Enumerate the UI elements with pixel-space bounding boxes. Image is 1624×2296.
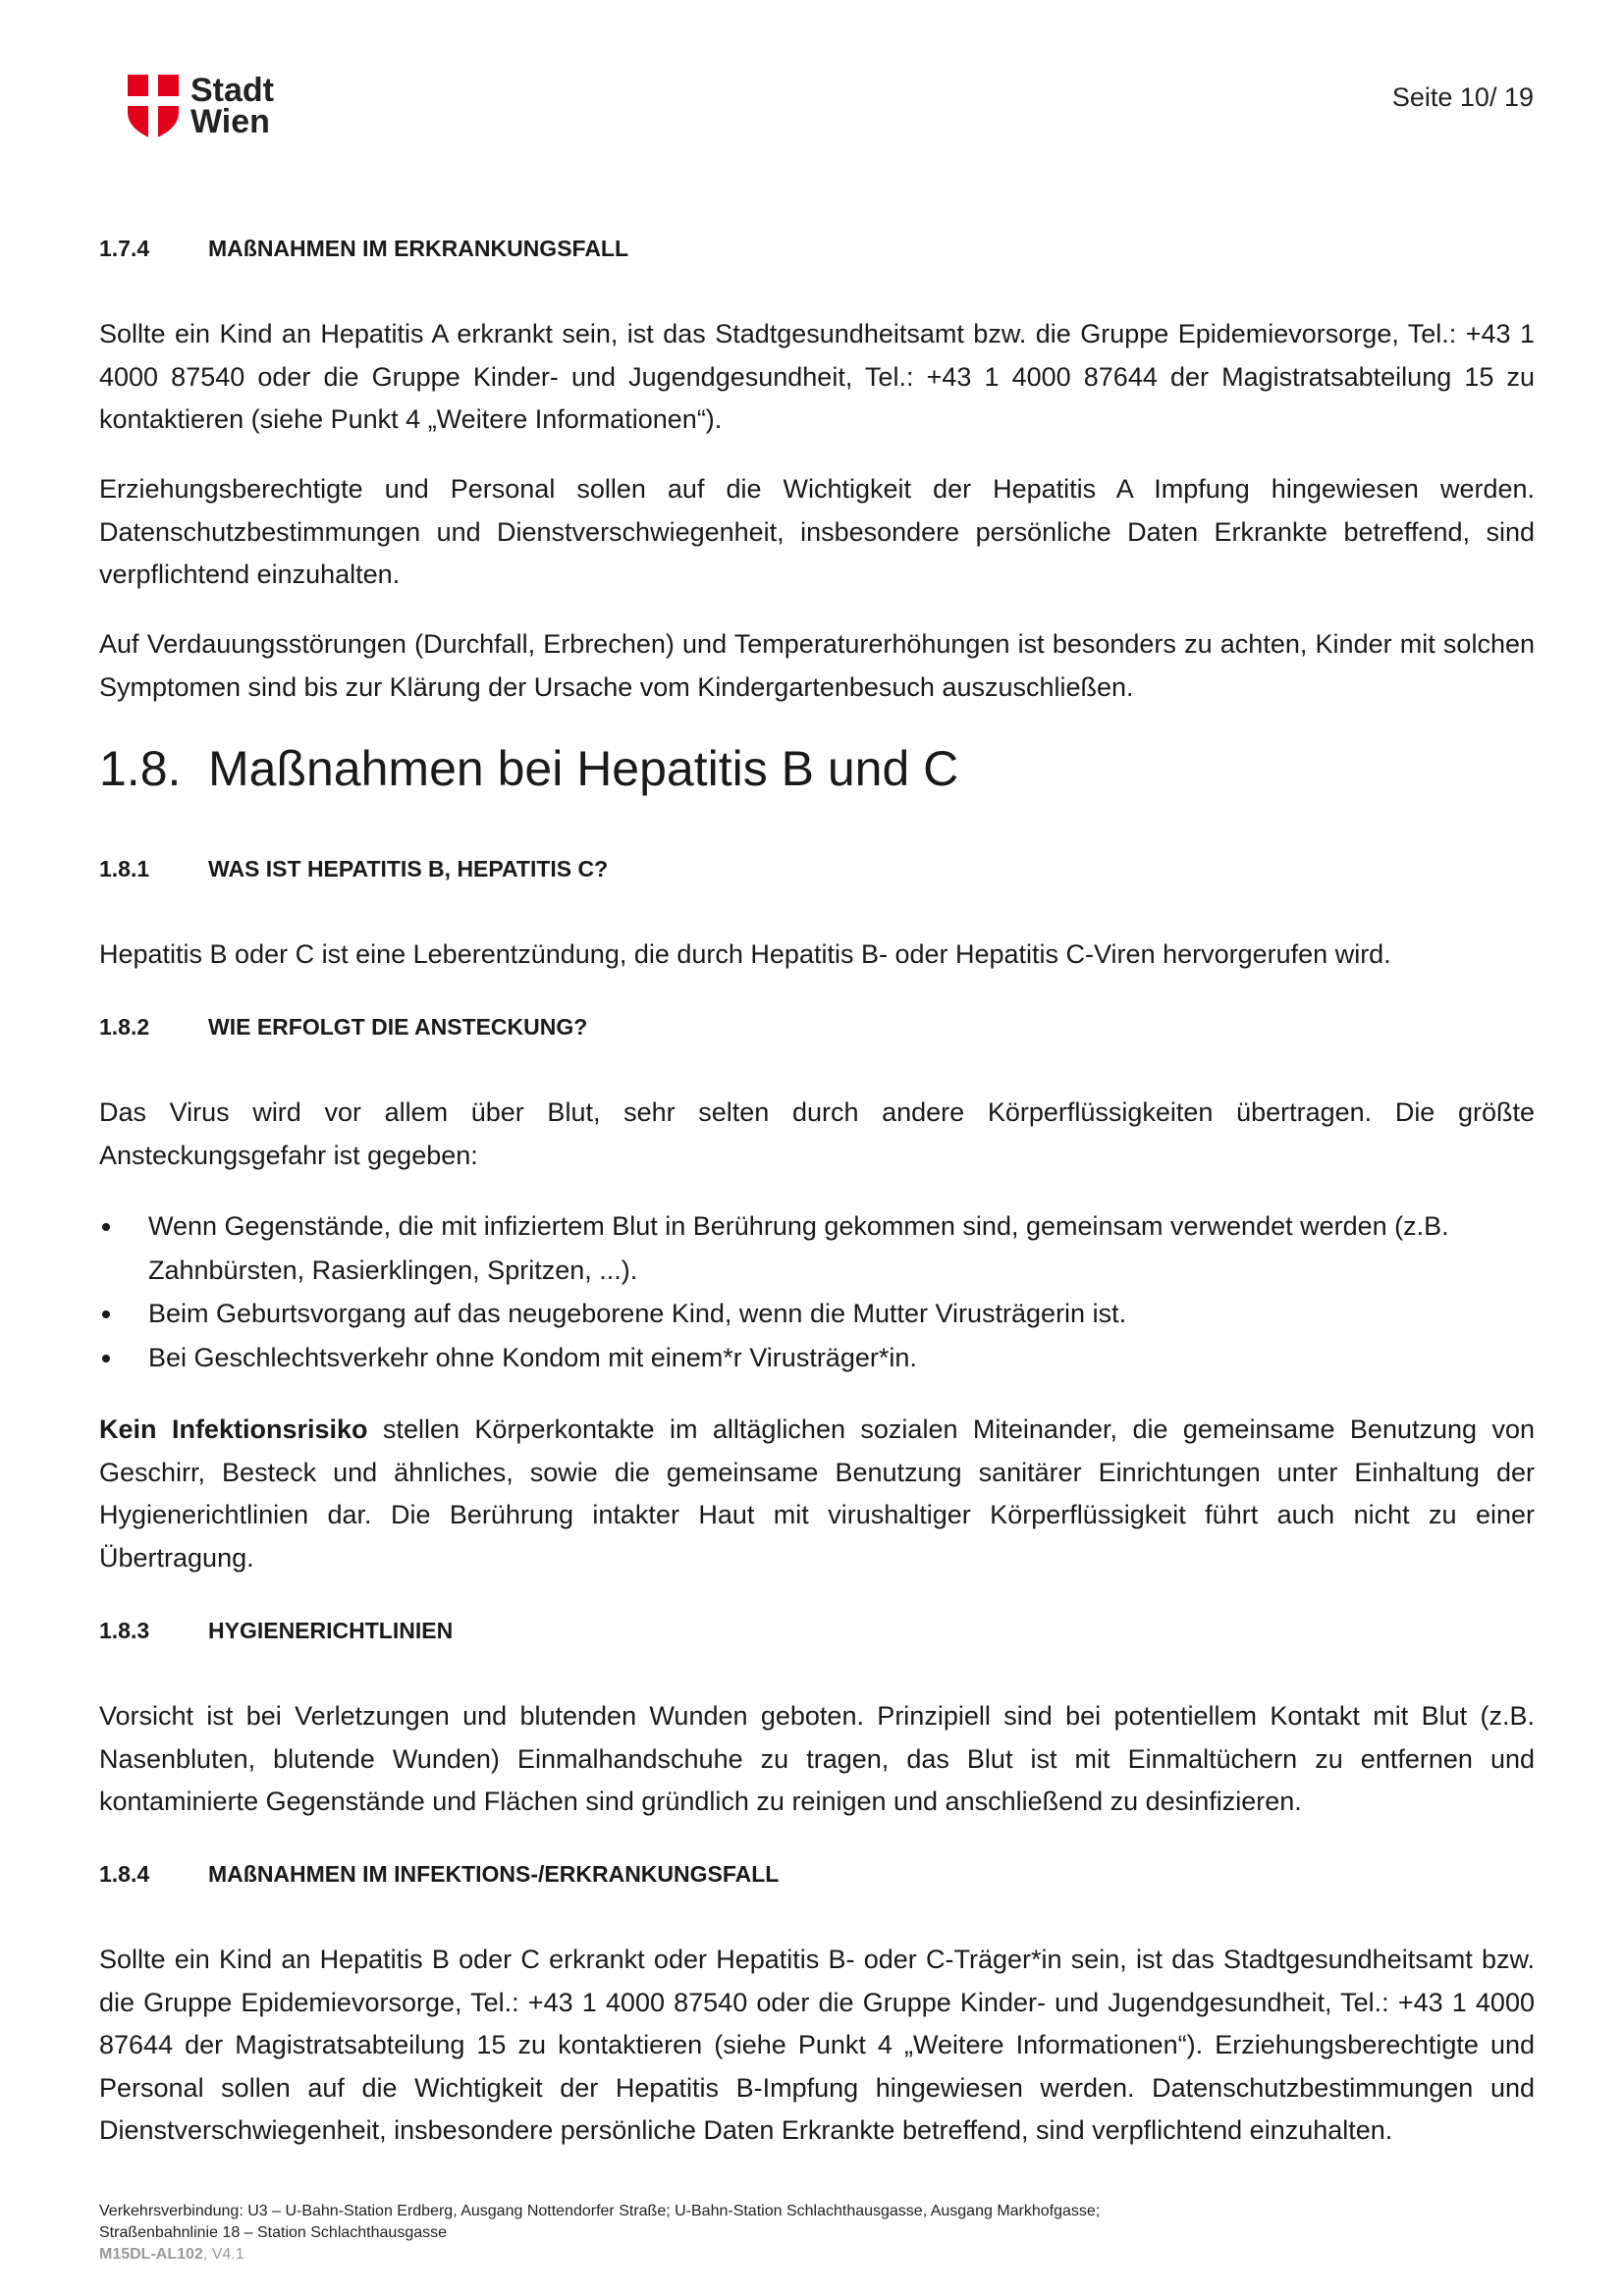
vienna-shield-icon (128, 75, 179, 139)
paragraph-181-1: Hepatitis B oder C ist eine Leberentzündung, die durch Hepatitis B- oder Hepatitis C-Viren hervorgerufen wird. (99, 939, 1391, 969)
paragraph-174-1: Sollte ein Kind an Hepatitis A erkrankt sein, ist das Stadtgesundheitsamt bzw. die Gruppe Epidemievorsorge, Tel.: +43 1 4000 87540 oder die Gruppe Kinder- und Jugendgesundheit, Tel.: +43 1 4000 87644 der Magistratsabteilung 15 zu kontaktieren (siehe Punkt 4 „Weitere Informationen“). (99, 319, 1535, 434)
heading-title: WAS IST HEPATITIS B, HEPATITIS C? (208, 856, 609, 881)
logo-line-2: Wien (190, 103, 270, 140)
logo-text (190, 72, 274, 140)
paragraph-rest: stellen Körperkontakte im alltäglichen sozialen Miteinander, die gemeinsame Benutzung von Geschirr, Besteck und ähnliches, sowie die gemeinsame Benutzung sanitärer Einrichtungen unter Einhaltung der Hygienerichtlinien dar. Die Berührung intakter Haut mit virushaltiger Körperflüssigkeit führt auch nicht zu einer Übertragung. (99, 1415, 1535, 1573)
stadt-wien-logo (128, 72, 274, 140)
logo-line-1: Stadt (190, 72, 274, 109)
heading-1-8-2 (99, 1014, 587, 1041)
heading-1-8-3 (99, 1618, 453, 1644)
heading-title: HYGIENERICHTLINIEN (208, 1618, 454, 1643)
paragraph-184-1: Sollte ein Kind an Hepatitis B oder C erkrankt oder Hepatitis B- oder C-Träger*in sein, ist das Stadtgesundheitsamt bzw. die Gruppe Epidemievorsorge, Tel.: +43 1 4000 87540 oder die Gruppe Kinder- und Jugendgesundheit, Tel.: +43 1 4000 87644 der Magistratsabteilung 15 zu kontaktieren (siehe Punkt 4 „Weitere Informationen“). Erziehungsberechtigte und Personal sollen auf die Wichtigkeit der Hepatitis B-Impfung hingewiesen werden. Datenschutzbestimmungen und Dienstverschwiegenheit, insbesondere persönliche Daten Erkrankte betreffend, sind verpflichtend einzuhalten. (99, 1945, 1535, 2145)
paragraph-182-2 (99, 1409, 1535, 1579)
section-heading-1-8 (99, 740, 958, 797)
list-item: Wenn Gegenstände, die mit infiziertem Blut in Berührung gekommen sind, gemeinsam verwendet werden (z.B. Zahnbürsten, Rasierklingen, Spritzen, ...). (99, 1204, 1535, 1292)
bullet-list (99, 1204, 1535, 1379)
page-footer (99, 2201, 1100, 2266)
doc-code: M15DL-AL102 (99, 2246, 203, 2263)
paragraph-182-1: Das Virus wird vor allem über Blut, sehr selten durch andere Körperflüssigkeiten übertragen. Die größte Ansteckungsgefahr ist gegeben: (99, 1097, 1535, 1170)
heading-number: 1.8.1 (99, 856, 150, 881)
heading-title: WIE ERFOLGT DIE ANSTECKUNG? (208, 1014, 588, 1040)
paragraph-174-3: Auf Verdauungsstörungen (Durchfall, Erbrechen) und Temperaturerhöhungen ist besonders zu achten, Kinder mit solchen Symptomen sind bis zur Klärung der Ursache vom Kindergartenbesuch auszuschließen. (99, 629, 1535, 702)
heading-number: 1.7.4 (99, 236, 150, 261)
bold-lead: Kein Infektionsrisiko (99, 1415, 368, 1444)
heading-number: 1.8.2 (99, 1014, 150, 1040)
list-item: Bei Geschlechtsverkehr ohne Kondom mit einem*r Virusträger*in. (99, 1336, 1535, 1380)
heading-1-8-4 (99, 1861, 779, 1888)
heading-1-7-4 (99, 236, 628, 262)
footer-line-2: Straßenbahnlinie 18 – Station Schlachthausgasse (99, 2224, 448, 2241)
doc-version: , V4.1 (202, 2246, 244, 2263)
heading-title: Maßnahmen bei Hepatitis B und C (208, 741, 959, 796)
heading-1-8-1 (99, 856, 608, 882)
paragraph-174-2: Erziehungsberechtigte und Personal sollen auf die Wichtigkeit der Hepatitis A Impfung hingewiesen werden. Datenschutzbestimmungen und Dienstverschwiegenheit, insbesondere persönliche Daten Erkrankte betreffend, sind verpflichtend einzuhalten. (99, 474, 1535, 589)
list-item: Beim Geburtsvorgang auf das neugeborene Kind, wenn die Mutter Virusträgerin ist. (99, 1292, 1535, 1336)
heading-number: 1.8. (99, 741, 182, 796)
heading-number: 1.8.3 (99, 1618, 150, 1643)
page-number: Seite 10/ 19 (1391, 82, 1534, 112)
footer-line-1: Verkehrsverbindung: U3 – U-Bahn-Station Erdberg, Ausgang Nottendorfer Straße; U-Bahn-Station Schlachthausgasse, Ausgang Markhofgasse; (99, 2203, 1101, 2219)
heading-title: MAßNAHMEN IM ERKRANKUNGSFALL (208, 236, 629, 261)
paragraph-183-1: Vorsicht ist bei Verletzungen und blutenden Wunden geboten. Prinzipiell sind bei potentiellem Kontakt mit Blut (z.B. Nasenbluten, blutende Wunden) Einmalhandschuhe zu tragen, das Blut ist mit Einmaltüchern zu entfernen und kontaminierte Gegenstände und Flächen sind gründlich zu reinigen und anschließend zu desinfizieren. (99, 1701, 1535, 1816)
heading-title: MAßNAHMEN IM INFEKTIONS-/ERKRANKUNGSFALL (208, 1861, 780, 1887)
heading-number: 1.8.4 (99, 1861, 150, 1887)
document-code (99, 2244, 1100, 2266)
